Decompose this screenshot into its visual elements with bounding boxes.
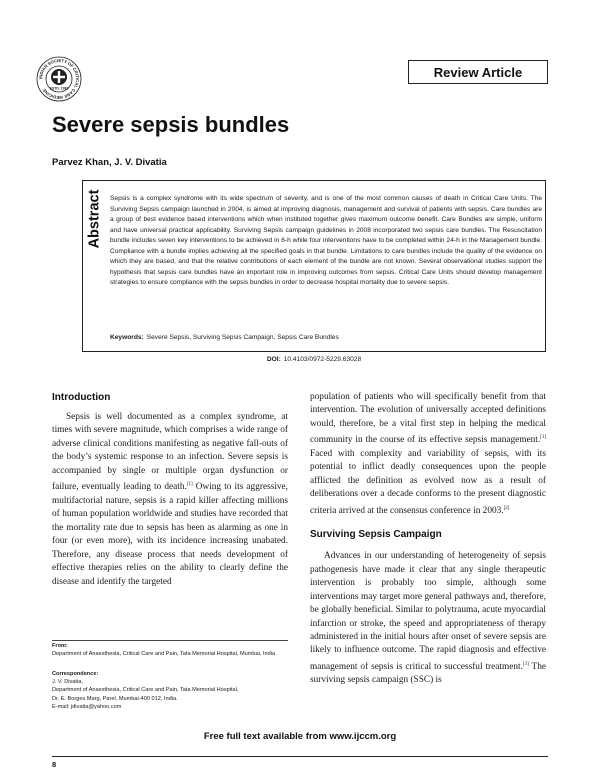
logo-established: ESTD. 1993 [49,86,69,91]
section-heading-introduction: Introduction [52,392,111,403]
intro-cont-text-b: Faced with complexity and variability of sepsis, with its potential to inflict deadly consequences upon the people afflicted the definition as evolved now as a result of deliberations over a decade conforms to the present diagnostic criteria arrived at the consensus conference in 2003. [310,448,546,516]
footer-rule [52,756,548,757]
introduction-paragraph [52,411,288,589]
abstract-label-container [84,188,104,250]
correspondence-name: J. V. Divatia, [52,679,83,686]
citation-1: [1] [186,482,193,488]
abstract-text: Sepsis is a complex syndrome with its wide spectrum of severity, and is one of the most common causes of death in Critical Care Units. The Surviving Sepsis campaign launched in 2004, is aimed at improving diagnosis, management and survival of patients with sepsis. Care bundles are a group of best evidence based interventions which when instituted together gives maximum outcome benefit. Care Bundles are simple, uniform and have universal practical applicability. Surviving Sepsis campaign guidelines in 2008 incorporated two sepsis care bundles. The Resuscitation bundle includes seven key interventions to be achieved in 6-h while four interventions have to be completed within 24-h in the Management bundle. Compliance with a bundle implies achieving all the specified goals in that bundle. Limitations to care bundles include the quality of the evidence on which they are based, and that the relative contributions of each element of the bundle are not known. Several observational studies support the hypothesis that sepsis care bundles have an important role in improving outcomes from sepsis. Critical Care Units should develop management strategies to ensure compliance with the sepsis bundles in order to decrease hospital mortality due to severe sepsis. [110,195,542,286]
affiliation-divider [52,640,288,641]
citation-1b: [1] [540,435,546,441]
intro-cont-text-a: population of patients who will specifically benefit from that intervention. The evolution of universally accepted definitions would, therefore, be a vital first step in helping the medical community in the course of its effective sepsis management. [310,392,546,446]
ssc-paragraph [310,550,546,688]
intro-text-b: Owing to its aggressive, multifactorial nature, sepsis is a rapid killer affecting millions of human population worldwide and studies have recorded that the mortality rate due to sepsis has been as alarming as one in four (or even more), with its incidence increasing unabated. Therefore, any disease process that needs development of effective therapies relies on the ability to clearly define the disease and identify the targeted [52,482,288,587]
affiliation-correspondence [52,670,288,711]
affiliation-from [52,642,288,658]
doi-label: DOI: [266,356,281,363]
doi-value: 10.4103/0972-5229.63028 [283,356,362,363]
from-text: Department of Anaesthesia, Critical Care and Pain, Tata Memorial Hospital, Mumbai, India [52,651,276,658]
ssc-text-a: Advances in our understanding of heterogeneity of sepsis pathogenesis have made it clear that any single therapeutic intervention is probably too simple, although some interventions may target more general pathways and, therefore, be globally beneficial. Similar to polytrauma, acute myocardial infarction or stroke, the speed and appropriateness of therapy administered in the initial hours after onset of severe sepsis are likely to influence outcome. The rapid diagnosis and effective management of sepsis is critical to successful treatment. [310,551,546,672]
keywords-list: Severe Sepsis, Surviving Sepsis Campaign, Sepsis Care Bundles [146,334,339,341]
abstract-label: Abstract [86,189,103,249]
right-column [310,391,546,688]
page-number: 8 [52,760,57,769]
citation-2: [2] [503,505,510,511]
article-type-badge: Review Article [408,60,548,84]
correspondence-label: Correspondence: [52,671,99,677]
ssc-text-b: The surviving sepsis campaign (SSC) is [310,661,546,686]
introduction-continued-paragraph [310,391,546,518]
citation-3: [3] [522,661,529,667]
keywords [110,334,542,341]
left-column [52,392,288,589]
article-authors: Parvez Khan, J. V. Divatia [52,157,167,168]
keywords-label: Keywords: [110,334,144,341]
free-text-notice: Free full text available from www.ijccm.org [203,731,397,742]
society-logo [36,56,82,102]
article-title: Severe sepsis bundles [52,112,290,137]
logo-ring-text: INDIAN SOCIETY OF CRITICAL CARE MEDICINE [37,57,81,101]
correspondence-address: Dr. E. Borges Marg, Parel, Mumbai-400 012, India. [52,695,178,702]
doi [82,356,546,363]
intro-text-a: Sepsis is well documented as a complex syndrome, at times with severe magnitude, which comprises a wide range of adverse clinical conditions manifesting as negative fall-outs of the body’s systemic response to an infection. Severe sepsis is accompanied by single or multiple organ dysfunction or failure, eventually leading to death. [52,412,288,493]
correspondence-dept: Department of Anaesthesia, Critical Care and Pain, Tata Memorial Hospital, [52,687,239,694]
from-label: From: [52,643,68,649]
section-heading-ssc: Surviving Sepsis Campaign [310,529,442,541]
correspondence-email: E-mail: jdivatia@yahoo.com [52,703,122,710]
